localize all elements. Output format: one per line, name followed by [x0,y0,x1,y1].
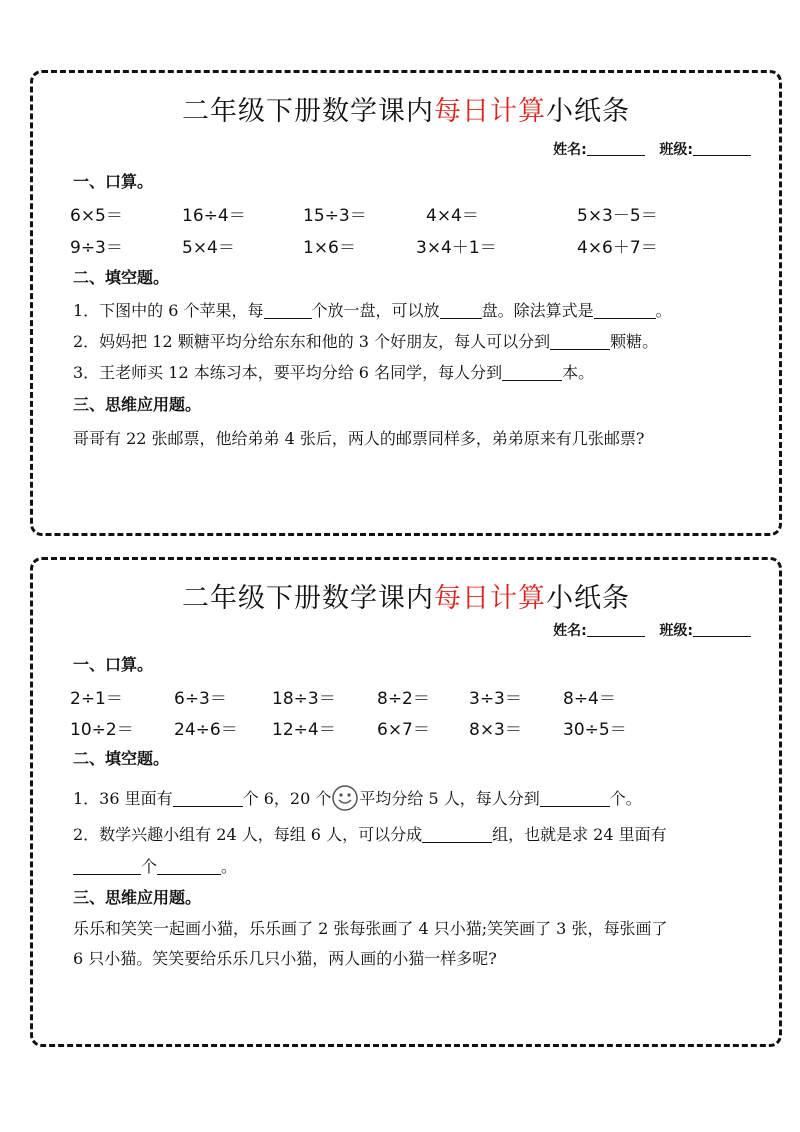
text: 1．36 里面有 [73,789,173,808]
title-highlight: 每日计算 [434,96,546,127]
class-label: 班级: [659,623,693,639]
text: 3．王老师买 12 本练习本，要平均分给 6 名同学，每人分到 [73,363,503,382]
card1-title [33,89,779,128]
card2-title [33,576,779,615]
text: 颗糖。 [610,332,659,351]
oral-expression: 5×4＝ [182,238,235,258]
answer-blank[interactable] [540,791,610,807]
word-problem-line-2: 6 只小猫。笑笑要给乐乐几只小猫，两人画的小猫一样多呢? [73,949,497,968]
oral-expression: 30÷5＝ [563,720,627,740]
name-class-row [553,139,751,159]
oral-expression: 6÷3＝ [174,689,227,709]
text: 1．下图中的 6 个苹果，每 [73,301,264,320]
text: 。 [221,857,238,876]
answer-blank[interactable] [422,827,492,843]
oral-expression: 2÷1＝ [70,689,123,709]
fill-question-1 [73,784,642,816]
worksheet-card-2 [30,557,782,1047]
text: 个 6，20 个 [242,789,332,808]
text: 盘。除法算式是 [481,301,594,320]
name-label: 姓名: [553,142,587,158]
name-field[interactable] [587,622,645,637]
class-field[interactable] [693,141,751,156]
title-highlight: 每日计算 [434,583,546,614]
section-oral-heading: 一、口算。 [73,172,154,191]
name-field[interactable] [587,141,645,156]
word-problem-line-1: 乐乐和笑笑一起画小猫，乐乐画了 2 张每张画了 4 只小猫;笑笑画了 3 张，每张画了 [73,919,668,938]
title-part: 小纸条 [546,96,630,127]
fill-question-2 [73,822,667,845]
text: 个放一盘，可以放 [311,301,440,320]
text: 个。 [609,789,642,808]
oral-expression: 6×5＝ [70,206,123,226]
worksheet-card-1 [30,70,782,536]
oral-expression: 8÷2＝ [377,689,430,709]
text: 组，也就是求 24 里面有 [492,825,667,844]
fill-question-2 [73,329,658,352]
oral-expression: 4×4＝ [426,206,479,226]
text: 个 [141,857,158,876]
class-field[interactable] [693,622,751,637]
text: 2．妈妈把 12 颗糖平均分给东东和他的 3 个好朋友，每人可以分到 [73,332,551,351]
oral-expression: 6×7＝ [377,720,430,740]
section-word-problem-heading: 三、思维应用题。 [73,888,202,907]
oral-expression: 8÷4＝ [563,689,616,709]
section-word-problem-heading: 三、思维应用题。 [73,395,202,414]
section-oral-heading: 一、口算。 [73,655,154,674]
answer-blank[interactable] [594,303,656,319]
text: 。 [655,301,672,320]
answer-blank[interactable] [550,334,610,350]
section-fill-heading: 二、填空题。 [73,749,170,768]
oral-expression: 8×3＝ [469,720,522,740]
oral-expression: 12÷4＝ [272,720,336,740]
fill-question-3 [73,360,594,383]
oral-expression: 10÷2＝ [70,720,134,740]
oral-expression: 3÷3＝ [469,689,522,709]
smiley-face-icon [331,784,359,816]
answer-blank[interactable] [502,365,562,381]
text: 2．数学兴趣小组有 24 人，每组 6 人，可以分成 [73,825,423,844]
oral-expression: 15÷3＝ [303,206,367,226]
name-label: 姓名: [553,623,587,639]
oral-expression: 24÷6＝ [174,720,238,740]
title-part: 二年级下册数学课内 [182,96,434,127]
word-problem: 哥哥有 22 张邮票，他给弟弟 4 张后，两人的邮票同样多，弟弟原来有几张邮票? [73,429,645,448]
fill-question-2-continued [73,854,237,877]
answer-blank[interactable] [264,303,312,319]
text: 本。 [562,363,595,382]
answer-blank[interactable] [73,859,141,875]
oral-expression: 5×3－5＝ [577,206,658,226]
oral-expression: 1×6＝ [303,238,356,258]
class-label: 班级: [659,142,693,158]
fill-question-1 [73,298,672,321]
name-class-row [553,620,751,640]
oral-expression: 16÷4＝ [182,206,246,226]
answer-blank[interactable] [440,303,482,319]
oral-expression: 4×6＋7＝ [577,238,658,258]
title-part: 小纸条 [546,583,630,614]
title-part: 二年级下册数学课内 [182,583,434,614]
section-fill-heading: 二、填空题。 [73,268,170,287]
answer-blank[interactable] [173,791,243,807]
text: 平均分给 5 人，每人分到 [359,789,540,808]
oral-expression: 18÷3＝ [272,689,336,709]
oral-expression: 9÷3＝ [70,238,123,258]
answer-blank[interactable] [157,859,221,875]
oral-expression: 3×4＋1＝ [416,238,497,258]
